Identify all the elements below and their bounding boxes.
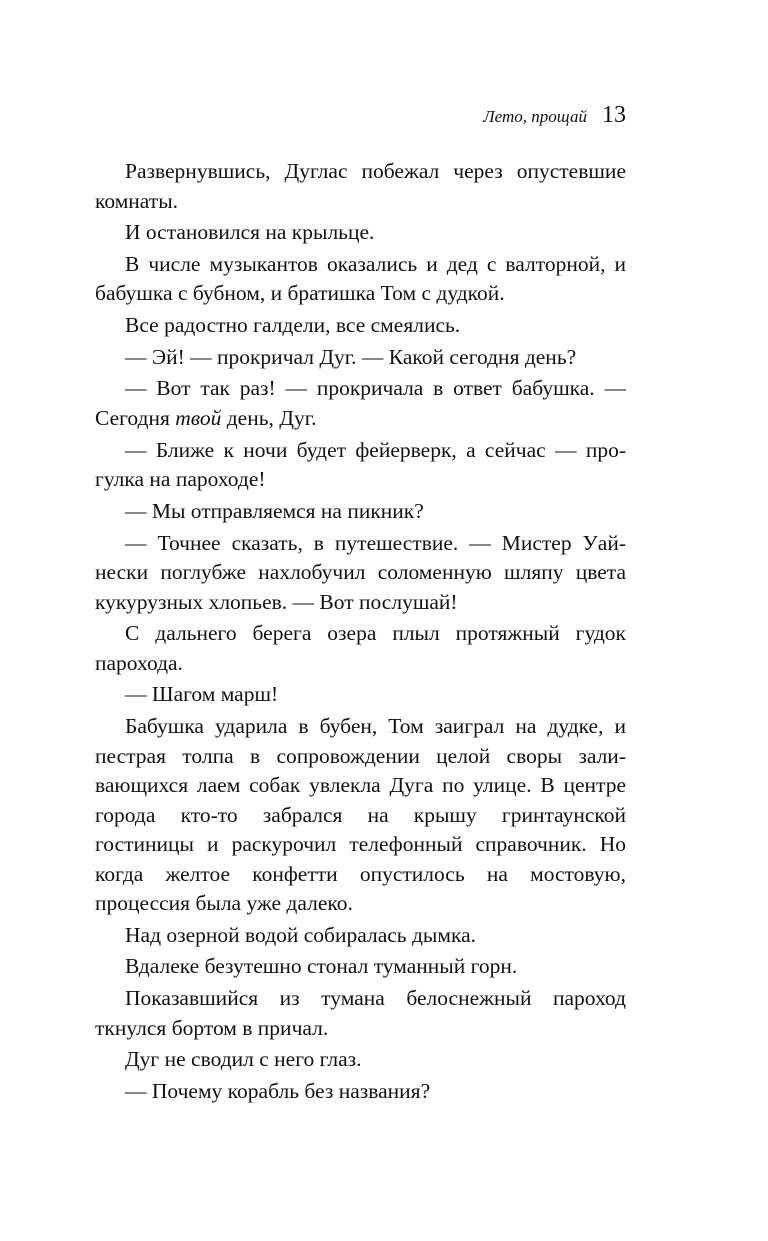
paragraph: Над озерной водой собиралась дымка. [125,922,477,947]
paragraph: И остановился на крыльце. [125,220,375,245]
paragraph: С дальнего берега озера плыл протяжный гудок парохода. [95,621,626,675]
paragraph: — Точнее сказать, в путешествие. — Мистер Уайнески поглубже нахлобучил соломенную шляпу цвета кукурузных хлопьев. — Вот послушай! [95,530,626,614]
italic-emphasis: твой [175,405,222,430]
paragraph: Развернувшись, Дуглас побежал через опустевшие комнаты. [95,159,626,213]
paragraph-text: — Вот так раз! — прокричала в ответ бабушка. — Сегодня [95,376,626,430]
running-title: Лето, прощай [483,107,587,126]
paragraph-text: день, Дуг. [221,405,317,430]
body-text [95,157,626,1109]
page-number: 13 [602,102,626,128]
paragraph: В числе музыкантов оказались и дед с валторной, и бабушка с бубном, и братишка Том с дудкой. [95,251,626,306]
paragraph: Показавшийся из тумана белоснежный пароход ткнулся бортом в причал. [95,986,626,1040]
paragraph: Вдалеке безутешно стонал туманный горн. [125,954,518,979]
paragraph [95,374,626,433]
paragraph: — Ближе к ночи будет фейерверк, а сейчас — прогулка на пароходе! [95,437,626,492]
paragraph: — Эй! — прокричал Дуг. — Какой сегодня день? [125,344,577,369]
paragraph: Все радостно галдели, все смеялись. [125,313,461,338]
paragraph: — Шагом марш! [125,682,279,707]
paragraph: — Почему корабль без названия? [125,1079,431,1103]
running-head [483,100,626,132]
paragraph: — Мы отправляемся на пикник? [125,498,424,523]
paragraph: Дуг не сводил с него глаз. [125,1047,362,1072]
paragraph: Бабушка ударила в бубен, Том заиграл на дудке, и пестрая толпа в сопровождении целой своры заливающихся лаем собак увлекла Дуга по улице. В центре города кто-то забрался на крышу гринтаунской гостиницы и раскурочил телефонный справочник. Но когда желтое конфетти опустилось на мостовую, процессия была уже далеко. [95,714,626,916]
